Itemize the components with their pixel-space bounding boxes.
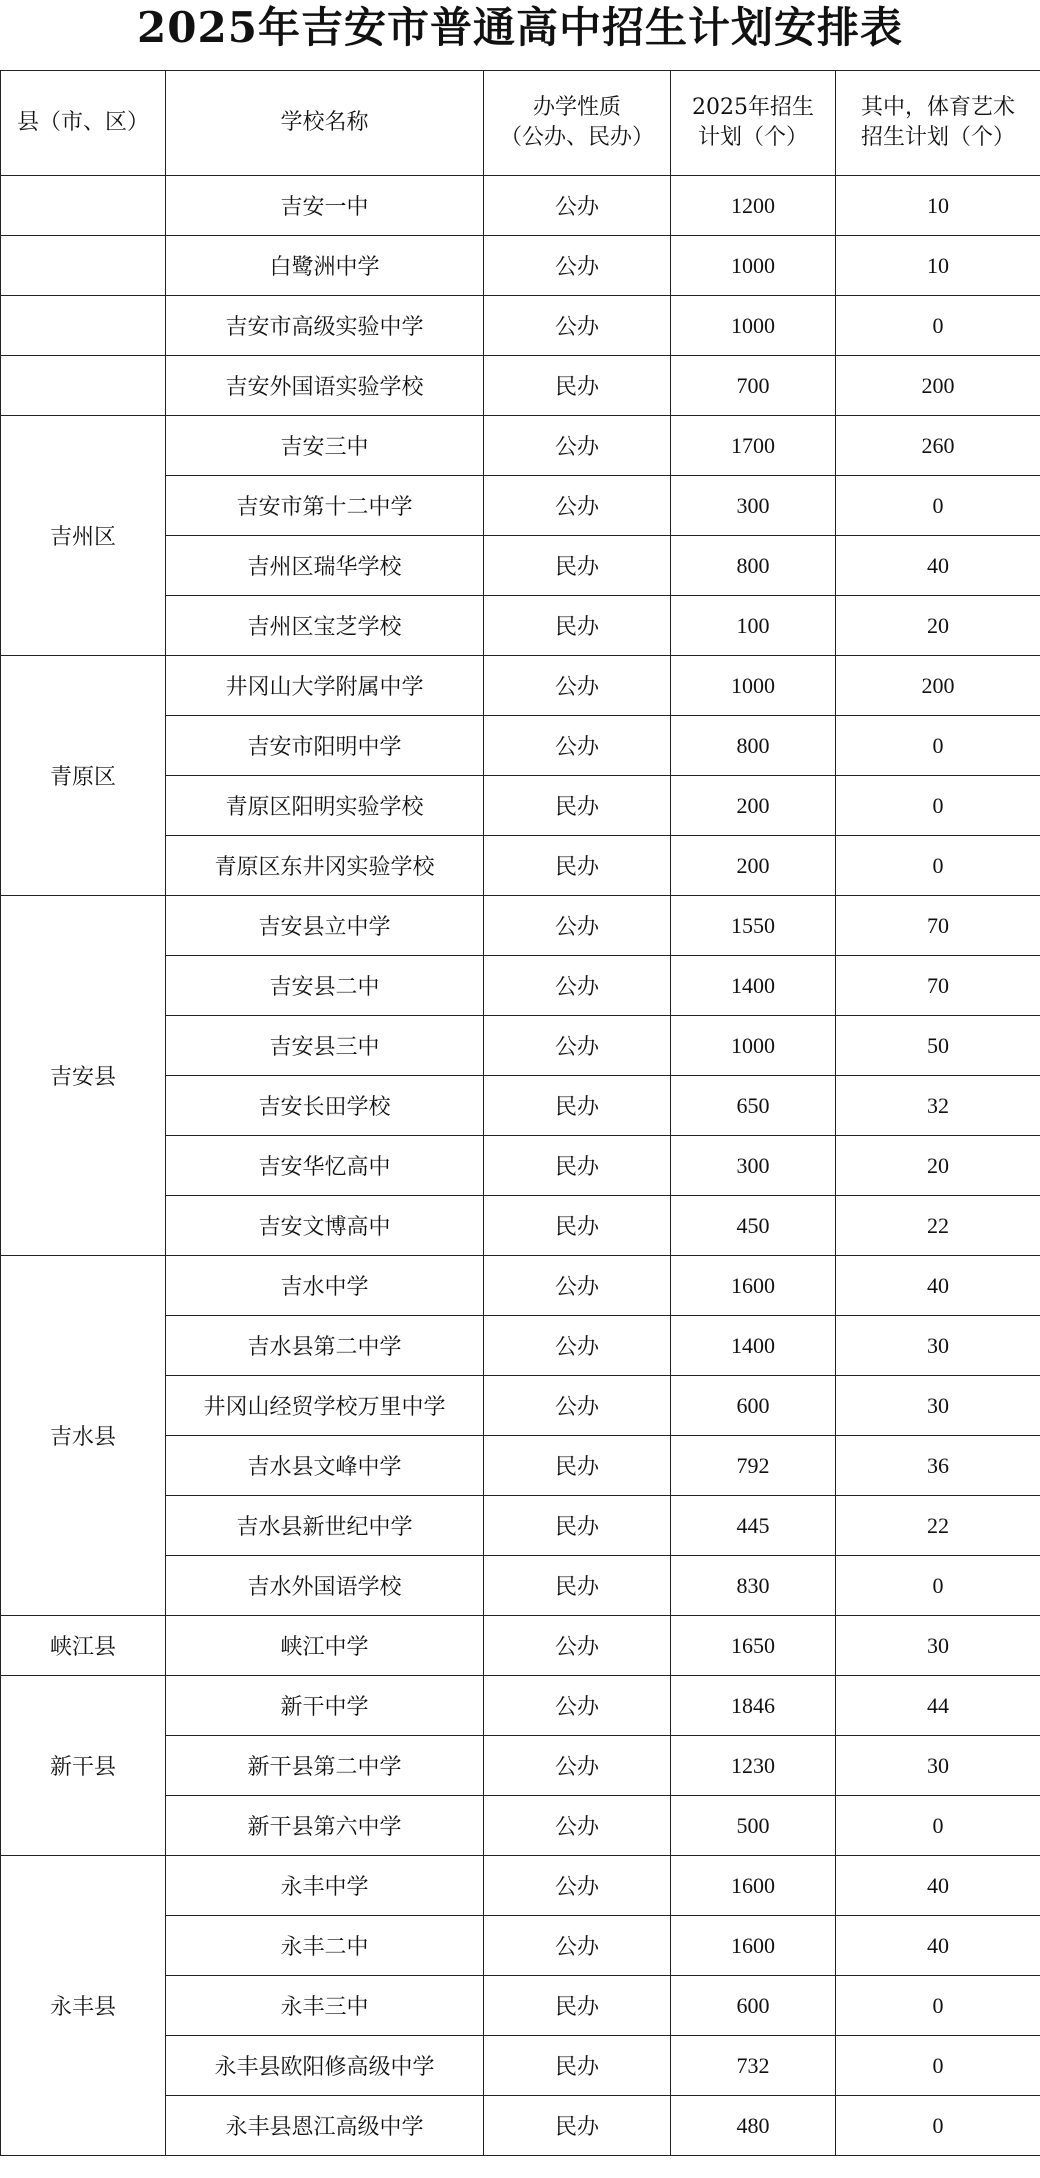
school-nature-cell: 民办 [484,2096,671,2156]
school-name-cell: 新干县第二中学 [166,1736,484,1796]
enrollment-plan-cell: 732 [671,2036,836,2096]
school-name-cell: 吉水外国语学校 [166,1556,484,1616]
header-school: 学校名称 [166,71,484,176]
arts-sports-plan-cell: 10 [836,236,1040,296]
header-arts-line1: 其中，体育艺术 [860,95,1015,120]
school-name-cell: 吉安华忆高中 [166,1136,484,1196]
school-name-cell: 新干县第六中学 [166,1796,484,1856]
enrollment-plan-cell: 300 [671,476,836,536]
arts-sports-plan-cell: 260 [836,416,1040,476]
school-name-cell: 吉安市高级实验中学 [166,296,484,356]
school-nature-cell: 公办 [484,1796,671,1856]
header-plan-line2: 计划（个） [697,125,808,150]
county-cell: 永丰县 [1,1856,166,2156]
arts-sports-plan-cell: 30 [836,1736,1040,1796]
school-name-cell: 吉安长田学校 [166,1076,484,1136]
school-nature-cell: 民办 [484,1136,671,1196]
table-row [1,1856,1040,1916]
school-nature-cell: 民办 [484,776,671,836]
table-row [1,416,1040,476]
table-row [1,1616,1040,1676]
school-nature-cell: 民办 [484,2036,671,2096]
arts-sports-plan-cell: 200 [836,656,1040,716]
school-name-cell: 吉安文博高中 [166,1196,484,1256]
arts-sports-plan-cell: 32 [836,1076,1040,1136]
enrollment-plan-cell: 1600 [671,1256,836,1316]
arts-sports-plan-cell: 20 [836,596,1040,656]
enrollment-plan-cell: 445 [671,1496,836,1556]
county-cell: 吉州区 [1,416,166,656]
header-nature-line1: 办学性质 [532,95,621,120]
header-plan [671,71,836,176]
arts-sports-plan-cell: 36 [836,1436,1040,1496]
school-name-cell: 吉水县文峰中学 [166,1436,484,1496]
enrollment-plan-cell: 1550 [671,896,836,956]
arts-sports-plan-cell: 44 [836,1676,1040,1736]
enrollment-plan-cell: 1600 [671,1856,836,1916]
arts-sports-plan-cell: 30 [836,1376,1040,1436]
county-cell: 吉水县 [1,1256,166,1616]
enrollment-plan-cell: 300 [671,1136,836,1196]
header-row [1,71,1040,176]
school-name-cell: 吉安市第十二中学 [166,476,484,536]
enrollment-plan-cell: 1700 [671,416,836,476]
school-nature-cell: 民办 [484,1556,671,1616]
enrollment-plan-cell: 500 [671,1796,836,1856]
enrollment-plan-cell: 792 [671,1436,836,1496]
county-cell [1,356,166,416]
arts-sports-plan-cell: 10 [836,176,1040,236]
enrollment-plan-cell: 1230 [671,1736,836,1796]
school-nature-cell: 公办 [484,176,671,236]
school-name-cell: 青原区阳明实验学校 [166,776,484,836]
county-cell [1,176,166,236]
arts-sports-plan-cell: 70 [836,896,1040,956]
school-name-cell: 白鹭洲中学 [166,236,484,296]
county-cell [1,236,166,296]
school-nature-cell: 民办 [484,836,671,896]
school-nature-cell: 公办 [484,296,671,356]
enrollment-plan-cell: 650 [671,1076,836,1136]
school-nature-cell: 公办 [484,1916,671,1976]
school-nature-cell: 公办 [484,476,671,536]
county-cell: 吉安县 [1,896,166,1256]
enrollment-plan-cell: 100 [671,596,836,656]
school-nature-cell: 民办 [484,596,671,656]
arts-sports-plan-cell: 70 [836,956,1040,1016]
table-row [1,236,1040,296]
enrollment-plan-cell: 600 [671,1976,836,2036]
table-row [1,1676,1040,1736]
enrollment-plan-cell: 200 [671,776,836,836]
table-row [1,296,1040,356]
school-name-cell: 吉安县三中 [166,1016,484,1076]
school-nature-cell: 公办 [484,1616,671,1676]
school-nature-cell: 公办 [484,1316,671,1376]
school-name-cell: 吉水县新世纪中学 [166,1496,484,1556]
arts-sports-plan-cell: 22 [836,1196,1040,1256]
enrollment-plan-cell: 450 [671,1196,836,1256]
school-name-cell: 吉安一中 [166,176,484,236]
school-name-cell: 井冈山大学附属中学 [166,656,484,716]
arts-sports-plan-cell: 0 [836,2096,1040,2156]
school-name-cell: 吉州区宝芝学校 [166,596,484,656]
arts-sports-plan-cell: 0 [836,1976,1040,2036]
county-cell: 峡江县 [1,1616,166,1676]
enrollment-plan-cell: 1000 [671,656,836,716]
arts-sports-plan-cell: 0 [836,776,1040,836]
table-header [1,71,1040,176]
school-name-cell: 吉安三中 [166,416,484,476]
school-nature-cell: 公办 [484,896,671,956]
enrollment-plan-cell: 1400 [671,1316,836,1376]
school-name-cell: 永丰中学 [166,1856,484,1916]
school-name-cell: 井冈山经贸学校万里中学 [166,1376,484,1436]
school-nature-cell: 公办 [484,1016,671,1076]
arts-sports-plan-cell: 50 [836,1016,1040,1076]
enrollment-plan-cell: 830 [671,1556,836,1616]
school-nature-cell: 民办 [484,1436,671,1496]
enrollment-plan-cell: 1400 [671,956,836,1016]
school-nature-cell: 民办 [484,1976,671,2036]
school-name-cell: 青原区东井冈实验学校 [166,836,484,896]
header-county: 县（市、区） [1,71,166,176]
school-name-cell: 永丰二中 [166,1916,484,1976]
school-nature-cell: 民办 [484,536,671,596]
enrollment-plan-cell: 1650 [671,1616,836,1676]
school-nature-cell: 公办 [484,1256,671,1316]
school-nature-cell: 公办 [484,416,671,476]
header-plan-line1: 2025年招生 [692,95,814,120]
school-nature-cell: 民办 [484,1496,671,1556]
school-nature-cell: 公办 [484,1736,671,1796]
school-nature-cell: 公办 [484,1676,671,1736]
enrollment-plan-cell: 1000 [671,296,836,356]
enrollment-plan-cell: 800 [671,536,836,596]
arts-sports-plan-cell: 40 [836,1856,1040,1916]
school-nature-cell: 公办 [484,956,671,1016]
school-name-cell: 永丰三中 [166,1976,484,2036]
school-name-cell: 吉安县立中学 [166,896,484,956]
arts-sports-plan-cell: 40 [836,1256,1040,1316]
county-cell: 新干县 [1,1676,166,1856]
school-nature-cell: 公办 [484,1856,671,1916]
header-nature-line2: （公办、民办） [499,125,654,150]
header-arts [836,71,1040,176]
school-nature-cell: 民办 [484,1196,671,1256]
school-nature-cell: 公办 [484,236,671,296]
enrollment-plan-cell: 1200 [671,176,836,236]
school-name-cell: 吉安市阳明中学 [166,716,484,776]
arts-sports-plan-cell: 30 [836,1316,1040,1376]
arts-sports-plan-cell: 22 [836,1496,1040,1556]
arts-sports-plan-cell: 0 [836,2036,1040,2096]
arts-sports-plan-cell: 200 [836,356,1040,416]
enrollment-plan-cell: 800 [671,716,836,776]
arts-sports-plan-cell: 0 [836,1796,1040,1856]
arts-sports-plan-cell: 0 [836,1556,1040,1616]
school-name-cell: 峡江中学 [166,1616,484,1676]
enrollment-plan-cell: 700 [671,356,836,416]
school-nature-cell: 公办 [484,1376,671,1436]
enrollment-plan-cell: 600 [671,1376,836,1436]
arts-sports-plan-cell: 40 [836,536,1040,596]
enrollment-plan-table [0,70,1040,2156]
arts-sports-plan-cell: 0 [836,476,1040,536]
county-cell: 青原区 [1,656,166,896]
enrollment-plan-cell: 1846 [671,1676,836,1736]
enrollment-plan-cell: 1000 [671,1016,836,1076]
enrollment-plan-cell: 1600 [671,1916,836,1976]
table-row [1,176,1040,236]
arts-sports-plan-cell: 0 [836,716,1040,776]
enrollment-plan-cell: 1000 [671,236,836,296]
enrollment-plan-cell: 480 [671,2096,836,2156]
header-nature [484,71,671,176]
school-name-cell: 新干中学 [166,1676,484,1736]
arts-sports-plan-cell: 40 [836,1916,1040,1976]
school-name-cell: 吉安外国语实验学校 [166,356,484,416]
school-nature-cell: 公办 [484,716,671,776]
arts-sports-plan-cell: 30 [836,1616,1040,1676]
header-arts-line2: 招生计划（个） [860,125,1015,150]
enrollment-plan-cell: 200 [671,836,836,896]
school-name-cell: 永丰县欧阳修高级中学 [166,2036,484,2096]
arts-sports-plan-cell: 20 [836,1136,1040,1196]
school-nature-cell: 公办 [484,656,671,716]
school-name-cell: 吉水县第二中学 [166,1316,484,1376]
table-row [1,656,1040,716]
arts-sports-plan-cell: 0 [836,836,1040,896]
arts-sports-plan-cell: 0 [836,296,1040,356]
page-title: 2025年吉安市普通高中招生计划安排表 [137,3,903,52]
school-name-cell: 吉州区瑞华学校 [166,536,484,596]
table-row [1,356,1040,416]
school-nature-cell: 民办 [484,1076,671,1136]
school-name-cell: 吉安县二中 [166,956,484,1016]
school-name-cell: 吉水中学 [166,1256,484,1316]
school-nature-cell: 民办 [484,356,671,416]
school-name-cell: 永丰县恩江高级中学 [166,2096,484,2156]
table-row [1,896,1040,956]
county-cell [1,296,166,356]
table-row [1,1256,1040,1316]
table-body [1,176,1040,2156]
